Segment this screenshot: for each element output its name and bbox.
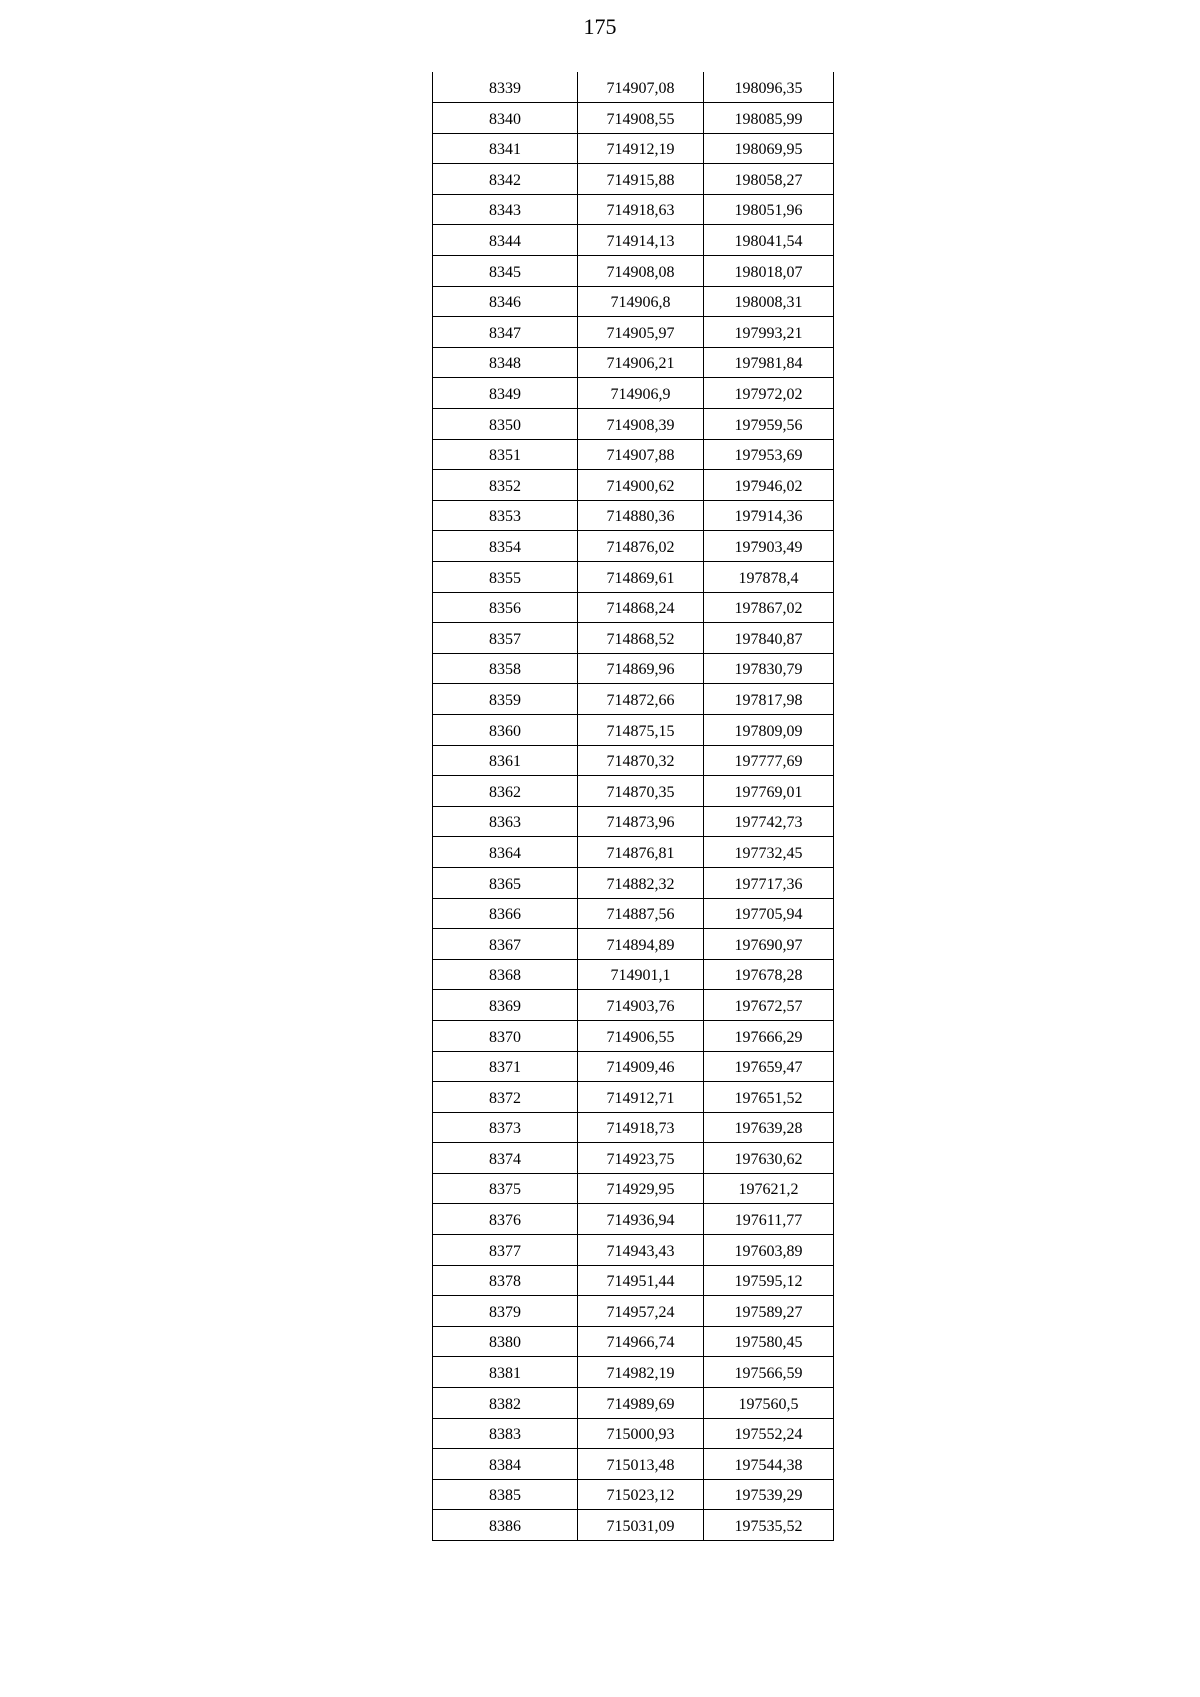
table-row <box>433 898 834 929</box>
point-number-cell: 8366 <box>433 898 578 929</box>
x-coordinate-cell: 715023,12 <box>578 1479 704 1510</box>
table-row <box>433 72 834 103</box>
point-number-cell: 8343 <box>433 194 578 225</box>
point-number-cell: 8339 <box>433 72 578 103</box>
point-number-cell: 8385 <box>433 1479 578 1510</box>
table-row <box>433 1296 834 1327</box>
x-coordinate-cell: 714875,15 <box>578 714 704 745</box>
table-row <box>433 1510 834 1541</box>
point-number-cell: 8386 <box>433 1510 578 1541</box>
point-number-cell: 8364 <box>433 837 578 868</box>
y-coordinate-cell: 197535,52 <box>704 1510 834 1541</box>
x-coordinate-cell: 715000,93 <box>578 1418 704 1449</box>
x-coordinate-cell: 714868,24 <box>578 592 704 623</box>
point-number-cell: 8361 <box>433 745 578 776</box>
y-coordinate-cell: 197867,02 <box>704 592 834 623</box>
table-row <box>433 1204 834 1235</box>
point-number-cell: 8359 <box>433 684 578 715</box>
table-row <box>433 806 834 837</box>
y-coordinate-cell: 197639,28 <box>704 1112 834 1143</box>
table-row <box>433 286 834 317</box>
point-number-cell: 8375 <box>433 1173 578 1204</box>
table-row <box>433 1112 834 1143</box>
x-coordinate-cell: 714869,61 <box>578 562 704 593</box>
x-coordinate-cell: 714870,35 <box>578 776 704 807</box>
x-coordinate-cell: 714873,96 <box>578 806 704 837</box>
y-coordinate-cell: 197560,5 <box>704 1388 834 1419</box>
table-row <box>433 225 834 256</box>
x-coordinate-cell: 715031,09 <box>578 1510 704 1541</box>
table-row <box>433 164 834 195</box>
x-coordinate-cell: 715013,48 <box>578 1449 704 1480</box>
y-coordinate-cell: 197566,59 <box>704 1357 834 1388</box>
y-coordinate-cell: 197953,69 <box>704 439 834 470</box>
table-row <box>433 959 834 990</box>
y-coordinate-cell: 197611,77 <box>704 1204 834 1235</box>
x-coordinate-cell: 714887,56 <box>578 898 704 929</box>
y-coordinate-cell: 197580,45 <box>704 1326 834 1357</box>
table-row <box>433 714 834 745</box>
x-coordinate-cell: 714876,81 <box>578 837 704 868</box>
x-coordinate-cell: 714909,46 <box>578 1051 704 1082</box>
table-row <box>433 562 834 593</box>
table-row <box>433 1418 834 1449</box>
y-coordinate-cell: 198051,96 <box>704 194 834 225</box>
point-number-cell: 8352 <box>433 470 578 501</box>
y-coordinate-cell: 198058,27 <box>704 164 834 195</box>
x-coordinate-cell: 714872,66 <box>578 684 704 715</box>
x-coordinate-cell: 714906,55 <box>578 1020 704 1051</box>
x-coordinate-cell: 714914,13 <box>578 225 704 256</box>
table-row <box>433 1449 834 1480</box>
y-coordinate-cell: 197817,98 <box>704 684 834 715</box>
x-coordinate-cell: 714906,8 <box>578 286 704 317</box>
x-coordinate-cell: 714936,94 <box>578 1204 704 1235</box>
x-coordinate-cell: 714912,71 <box>578 1082 704 1113</box>
y-coordinate-cell: 197705,94 <box>704 898 834 929</box>
y-coordinate-cell: 197603,89 <box>704 1235 834 1266</box>
point-number-cell: 8365 <box>433 867 578 898</box>
table-row <box>433 684 834 715</box>
y-coordinate-cell: 197769,01 <box>704 776 834 807</box>
x-coordinate-cell: 714901,1 <box>578 959 704 990</box>
x-coordinate-cell: 714951,44 <box>578 1265 704 1296</box>
table-row <box>433 133 834 164</box>
point-number-cell: 8384 <box>433 1449 578 1480</box>
y-coordinate-cell: 197809,09 <box>704 714 834 745</box>
table-row <box>433 837 834 868</box>
y-coordinate-cell: 197672,57 <box>704 990 834 1021</box>
x-coordinate-cell: 714929,95 <box>578 1173 704 1204</box>
x-coordinate-cell: 714918,73 <box>578 1112 704 1143</box>
y-coordinate-cell: 198008,31 <box>704 286 834 317</box>
table-row <box>433 592 834 623</box>
y-coordinate-cell: 197914,36 <box>704 500 834 531</box>
x-coordinate-cell: 714915,88 <box>578 164 704 195</box>
point-number-cell: 8354 <box>433 531 578 562</box>
table-row <box>433 1173 834 1204</box>
point-number-cell: 8378 <box>433 1265 578 1296</box>
table-row <box>433 1265 834 1296</box>
table-row <box>433 103 834 134</box>
point-number-cell: 8344 <box>433 225 578 256</box>
y-coordinate-cell: 197544,38 <box>704 1449 834 1480</box>
y-coordinate-cell: 197690,97 <box>704 929 834 960</box>
coordinates-table-body <box>433 72 834 1541</box>
x-coordinate-cell: 714906,21 <box>578 347 704 378</box>
point-number-cell: 8376 <box>433 1204 578 1235</box>
x-coordinate-cell: 714908,39 <box>578 409 704 440</box>
point-number-cell: 8353 <box>433 500 578 531</box>
point-number-cell: 8363 <box>433 806 578 837</box>
point-number-cell: 8360 <box>433 714 578 745</box>
point-number-cell: 8374 <box>433 1143 578 1174</box>
point-number-cell: 8348 <box>433 347 578 378</box>
table-row <box>433 867 834 898</box>
table-row <box>433 347 834 378</box>
table-row <box>433 653 834 684</box>
y-coordinate-cell: 198018,07 <box>704 256 834 287</box>
table-row <box>433 990 834 1021</box>
table-row <box>433 1051 834 1082</box>
table-row <box>433 1357 834 1388</box>
point-number-cell: 8362 <box>433 776 578 807</box>
y-coordinate-cell: 197659,47 <box>704 1051 834 1082</box>
x-coordinate-cell: 714868,52 <box>578 623 704 654</box>
y-coordinate-cell: 197946,02 <box>704 470 834 501</box>
table-row <box>433 1082 834 1113</box>
x-coordinate-cell: 714923,75 <box>578 1143 704 1174</box>
table-row <box>433 929 834 960</box>
point-number-cell: 8380 <box>433 1326 578 1357</box>
x-coordinate-cell: 714943,43 <box>578 1235 704 1266</box>
point-number-cell: 8351 <box>433 439 578 470</box>
point-number-cell: 8356 <box>433 592 578 623</box>
point-number-cell: 8346 <box>433 286 578 317</box>
x-coordinate-cell: 714982,19 <box>578 1357 704 1388</box>
y-coordinate-cell: 197666,29 <box>704 1020 834 1051</box>
x-coordinate-cell: 714906,9 <box>578 378 704 409</box>
point-number-cell: 8372 <box>433 1082 578 1113</box>
y-coordinate-cell: 197840,87 <box>704 623 834 654</box>
table-row <box>433 1143 834 1174</box>
y-coordinate-cell: 197830,79 <box>704 653 834 684</box>
table-row <box>433 1388 834 1419</box>
x-coordinate-cell: 714894,89 <box>578 929 704 960</box>
x-coordinate-cell: 714989,69 <box>578 1388 704 1419</box>
y-coordinate-cell: 197630,62 <box>704 1143 834 1174</box>
point-number-cell: 8369 <box>433 990 578 1021</box>
x-coordinate-cell: 714869,96 <box>578 653 704 684</box>
x-coordinate-cell: 714908,08 <box>578 256 704 287</box>
page-number: 175 <box>583 14 617 39</box>
point-number-cell: 8377 <box>433 1235 578 1266</box>
point-number-cell: 8355 <box>433 562 578 593</box>
table-row <box>433 623 834 654</box>
x-coordinate-cell: 714966,74 <box>578 1326 704 1357</box>
table-row <box>433 378 834 409</box>
x-coordinate-cell: 714903,76 <box>578 990 704 1021</box>
y-coordinate-cell: 198085,99 <box>704 103 834 134</box>
x-coordinate-cell: 714905,97 <box>578 317 704 348</box>
point-number-cell: 8383 <box>433 1418 578 1449</box>
point-number-cell: 8373 <box>433 1112 578 1143</box>
x-coordinate-cell: 714880,36 <box>578 500 704 531</box>
point-number-cell: 8367 <box>433 929 578 960</box>
x-coordinate-cell: 714900,62 <box>578 470 704 501</box>
point-number-cell: 8340 <box>433 103 578 134</box>
table-row <box>433 531 834 562</box>
y-coordinate-cell: 197732,45 <box>704 837 834 868</box>
coordinates-table <box>432 72 834 1541</box>
point-number-cell: 8358 <box>433 653 578 684</box>
table-row <box>433 194 834 225</box>
y-coordinate-cell: 197678,28 <box>704 959 834 990</box>
y-coordinate-cell: 197972,02 <box>704 378 834 409</box>
y-coordinate-cell: 197651,52 <box>704 1082 834 1113</box>
y-coordinate-cell: 197981,84 <box>704 347 834 378</box>
y-coordinate-cell: 197595,12 <box>704 1265 834 1296</box>
y-coordinate-cell: 197717,36 <box>704 867 834 898</box>
y-coordinate-cell: 198069,95 <box>704 133 834 164</box>
y-coordinate-cell: 198041,54 <box>704 225 834 256</box>
point-number-cell: 8379 <box>433 1296 578 1327</box>
point-number-cell: 8381 <box>433 1357 578 1388</box>
point-number-cell: 8345 <box>433 256 578 287</box>
table-row <box>433 1235 834 1266</box>
point-number-cell: 8382 <box>433 1388 578 1419</box>
table-row <box>433 745 834 776</box>
table-row <box>433 439 834 470</box>
x-coordinate-cell: 714918,63 <box>578 194 704 225</box>
y-coordinate-cell: 197993,21 <box>704 317 834 348</box>
point-number-cell: 8349 <box>433 378 578 409</box>
point-number-cell: 8370 <box>433 1020 578 1051</box>
x-coordinate-cell: 714882,32 <box>578 867 704 898</box>
y-coordinate-cell: 197742,73 <box>704 806 834 837</box>
table-row <box>433 1479 834 1510</box>
x-coordinate-cell: 714907,88 <box>578 439 704 470</box>
x-coordinate-cell: 714957,24 <box>578 1296 704 1327</box>
x-coordinate-cell: 714876,02 <box>578 531 704 562</box>
point-number-cell: 8368 <box>433 959 578 990</box>
x-coordinate-cell: 714912,19 <box>578 133 704 164</box>
point-number-cell: 8350 <box>433 409 578 440</box>
x-coordinate-cell: 714907,08 <box>578 72 704 103</box>
point-number-cell: 8371 <box>433 1051 578 1082</box>
table-row <box>433 1326 834 1357</box>
point-number-cell: 8347 <box>433 317 578 348</box>
y-coordinate-cell: 197621,2 <box>704 1173 834 1204</box>
y-coordinate-cell: 198096,35 <box>704 72 834 103</box>
y-coordinate-cell: 197903,49 <box>704 531 834 562</box>
table-row <box>433 317 834 348</box>
table-row <box>433 1020 834 1051</box>
y-coordinate-cell: 197552,24 <box>704 1418 834 1449</box>
table-row <box>433 776 834 807</box>
y-coordinate-cell: 197777,69 <box>704 745 834 776</box>
point-number-cell: 8357 <box>433 623 578 654</box>
table-row <box>433 500 834 531</box>
table-row <box>433 409 834 440</box>
point-number-cell: 8341 <box>433 133 578 164</box>
y-coordinate-cell: 197878,4 <box>704 562 834 593</box>
table-row <box>433 256 834 287</box>
x-coordinate-cell: 714870,32 <box>578 745 704 776</box>
y-coordinate-cell: 197959,56 <box>704 409 834 440</box>
point-number-cell: 8342 <box>433 164 578 195</box>
y-coordinate-cell: 197589,27 <box>704 1296 834 1327</box>
x-coordinate-cell: 714908,55 <box>578 103 704 134</box>
y-coordinate-cell: 197539,29 <box>704 1479 834 1510</box>
table-row <box>433 470 834 501</box>
